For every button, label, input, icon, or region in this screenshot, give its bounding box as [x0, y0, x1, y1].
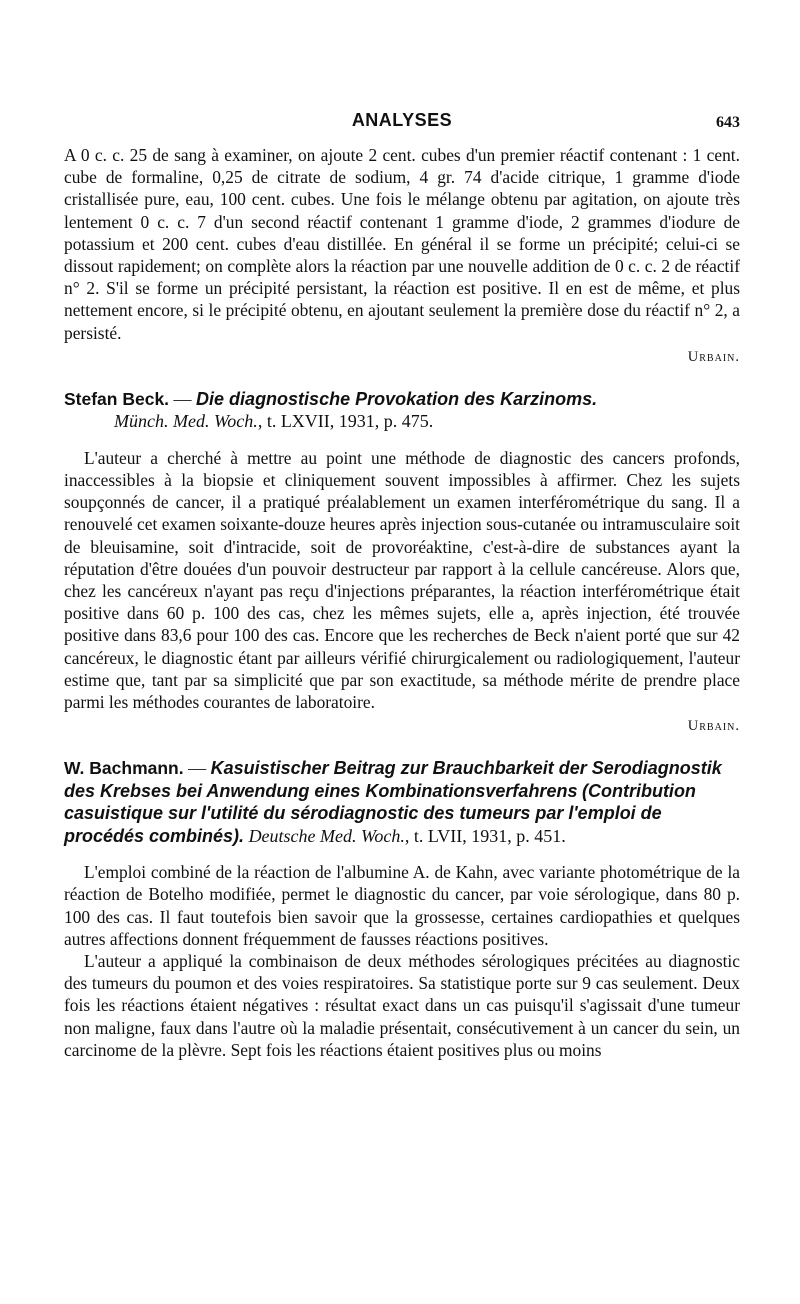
paragraph: L'auteur a appliqué la combinaison de deux méthodes sérologiques précitées au diagnostic des tumeurs du poumon et des voies respiratoires. Sa statistique porte sur 9 cas seulement. Deux fois les réactions étaient négatives : résultat exact dans un cas puisqu'il s'agissait d'une tumeur non maligne, faux dans l'autre où la maladie présentait, consécutivement à un cancer du sein, un carcinome de la plèvre. Sept fois les réactions étaient positives plus ou moins — [64, 951, 740, 1060]
signature: Urbain. — [687, 348, 740, 365]
paragraph: A 0 c. c. 25 de sang à examiner, on ajoute 2 cent. cubes d'un premier réactif contenant : 1 cent. cube de formaline, 0,25 de citrate de sodium, 4 gr. 74 d'acide citrique, 1 gramme d'iode cristallisée pure, eau, 100 cent. cubes. Une fois le mélange obtenu par agitation, on ajoute très lentement 0 c. c. 7 d'un second réactif contenant 1 gramme d'iode, 2 grammes d'iodure de potassium et 200 cent. cubes d'eau distillée. En général il se forme un précipité; celui-ci se dissout rapidement; on complète alors la réaction par une nouvelle addition de 0 c. c. 2 de réactif n° 2. S'il se forme un précipité persistant, la réaction est positive. Il en est de même, et plus nettement encore, si le précipité obtenu, en ajoutant seulement la première dose du réactif n° 2, a persisté. — [64, 145, 740, 343]
journal: Deutsche Med. Woch. — [248, 825, 405, 846]
reference-heading: W. Bachmann. — Kasuistischer Beitrag zur Brauchbarkeit der Serodiagnostik des Krebses bei Anwendung eines Kombinationsverfahrens (Contribution casuistique sur l'utilité du sérodiagnostic des tumeurs par l'emploi de procédés combinés). Deutsche Med. Woch., t. LVII, 1931, p. 451. — [64, 758, 722, 846]
article-title: Kasuistischer Beitrag zur Brauchbarkeit der Serodiagnostik des Krebses bei Anwendung eines Kombinationsverfahrens — [64, 758, 722, 801]
article-title: Die diagnostische Provokation des Karzinoms. — [196, 388, 598, 409]
translated-title: (Contribution casuistique sur l'utilité du sérodiagnostic des tumeurs par l'emploi de procédés combinés). — [64, 780, 696, 846]
signature: Urbain. — [687, 718, 740, 735]
paragraph: L'emploi combiné de la réaction de l'albumine A. de Kahn, avec variante photométrique de la réaction de Botelho modifiée, permet le diagnostic du cancer, par voie sérologique, dans 80 p. 100 des cas. Il faut toutefois bien savoir que la grossesse, certaines cardiopathies et quelques autres affections donnent fréquemment de fausses réactions positives. — [64, 862, 740, 949]
page — [64, 110, 740, 1061]
citation-line — [64, 410, 740, 433]
running-title: ANALYSES — [351, 110, 453, 130]
author: W. Bachmann. — [64, 758, 184, 779]
reference-heading: Stefan Beck. — Die diagnostische Provokation des Karzinoms. Münch. Med. Woch., t. LXVII, 1931, p. 475. — [64, 388, 740, 433]
author: Stefan Beck. — [64, 388, 170, 409]
citation: , t. LVII, 1931, p. 451. — [404, 825, 566, 846]
page-number: 643 — [716, 114, 740, 131]
citation: , t. LXVII, 1931, p. 475. — [257, 411, 434, 432]
journal: Münch. Med. Woch. — [114, 411, 258, 432]
paragraph: L'auteur a cherché à mettre au point une méthode de diagnostic des cancers profonds, inaccessibles à la biopsie et cliniquement souvent impossibles à affirmer. Chez les sujets soupçonnés de cancer, il a pratiqué préalablement un examen interférométrique du sang. Il a renouvelé cet examen soixante-douze heures après injection sous-cutanée ou intramusculaire soit de bleuisamine, soit d'intracide, soit de provoréaktine, c'est-à-dire de substances ayant la réputation d'être douées d'un pouvoir destructeur par rapport à la cellule cancéreuse. Alors que, chez les cancéreux n'ayant pas reçu d'injections préparantes, la réaction interférométrique était positive dans 60 p. 100 des cas, chez les mêmes sujets, elle a, après injection, été trouvée positive dans 83,6 pour 100 des cas. Encore que les recherches de Beck n'aient porté que sur 42 cancéreux, le diagnostic étant par ailleurs vérifié chirurgicalement ou radiologiquement, l'auteur estime que, tant par sa simplicité que par son exactitude, sa méthode mérite de prendre place parmi les méthodes courantes de laboratoire. — [64, 447, 740, 713]
running-head — [64, 110, 740, 144]
